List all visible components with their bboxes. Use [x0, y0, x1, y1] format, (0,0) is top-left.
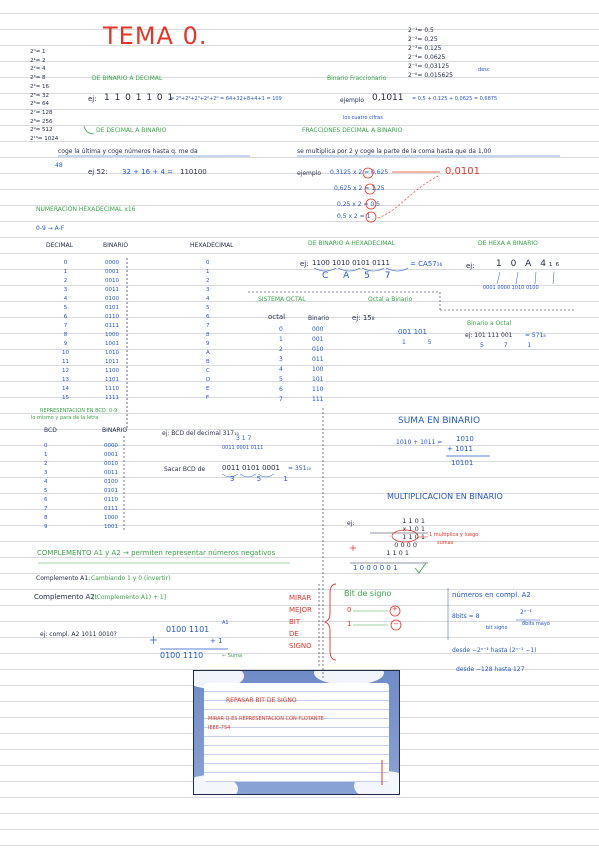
octal-cell: 7: [279, 396, 283, 403]
comp-a1-text: Cambiando 1 y 0 (invertir): [91, 575, 171, 582]
hex-hexa-cell: 4: [206, 296, 210, 302]
bin-dec-example-bits: 1 1 0 1 1 0 1: [104, 93, 175, 103]
octal-cell: 3: [279, 356, 283, 363]
mult-row: x 1 0 1: [402, 525, 425, 533]
suma-expr: 1010 + 1011 =: [396, 439, 443, 446]
page-title: TEMA 0.: [103, 22, 208, 50]
octal-binario-cell: 010: [312, 346, 324, 353]
mirar-word: SIGNO: [289, 642, 312, 650]
power-item: 2⁰= 1: [30, 49, 46, 55]
rango-range: desde −2ⁿ⁻¹ hasta (2ⁿ⁻¹ −1): [452, 647, 537, 654]
frac-step: 0,25 x 2 = 0,5: [337, 201, 380, 208]
suma-heading: SUMA EN BINARIO: [398, 416, 481, 426]
neg-powers-note: desc: [478, 67, 490, 73]
bcd-cell: 1: [44, 452, 48, 458]
dec-bin-example-expr: 32 + 16 + 4 =: [122, 168, 173, 176]
power-item: 2²= 4: [30, 66, 46, 73]
frac-result: 0,0101: [445, 166, 480, 177]
octal-binario-cell: 011: [312, 356, 324, 363]
oct-bin-heading: Octal a Binario: [368, 296, 413, 303]
hex-hexa-cell: 0: [206, 260, 210, 266]
mult-row: 1 1 0 1: [402, 517, 425, 525]
bcd-cell: 0: [44, 443, 48, 449]
bcd-binario-cell: 0111: [104, 506, 118, 512]
comp-example-label: ej: compl. A2 1011 0010?: [40, 631, 117, 638]
hex-col-binario: BINARIO: [103, 242, 129, 249]
bcd-heading: REPRESENTACION EN BCD: 0-9: [40, 408, 118, 414]
power-item: 2⁶= 64: [30, 101, 50, 108]
hex-heading: NUMERACION HEXADECIMAL x16: [36, 206, 136, 213]
bcd-cell: 8: [44, 515, 48, 521]
bcd-subheading: lo mismo y para de la letra: [31, 415, 99, 421]
oct-bin-result: 001 101: [398, 328, 427, 336]
bin-hex-example-label: ej:: [300, 260, 309, 268]
bcd-binario-cell: 0001: [104, 452, 118, 458]
hex-range: 0-9 → A-F: [36, 225, 65, 232]
power-item: 2⁸= 256: [30, 118, 53, 125]
octal-cell: 0: [279, 326, 283, 333]
bcd-binario-cell: 1001: [104, 524, 118, 530]
bin-frac-example: 0,1011: [372, 93, 404, 103]
octal-binario-cell: 101: [312, 376, 324, 383]
bin-frac-note: los cuatro cifras: [343, 115, 383, 121]
bin-hex-heading: DE BINARIO A HEXADECIMAL: [308, 240, 395, 247]
hex-binario-cell: 0100: [105, 296, 119, 302]
bcd-example-label: ej: BCD del decimal 317₁₀: [162, 430, 239, 437]
mult-rows: [373, 517, 425, 557]
hex-decimal-cell: 2: [63, 278, 68, 284]
mirar-note: [289, 592, 312, 652]
frac-step: 0,625 x 2 = 1,25: [334, 185, 385, 192]
bin-oct-example: ej: 101 111 001: [465, 332, 513, 339]
hex-decimal-cell: 7: [63, 323, 68, 329]
hex-col-decimal: DECIMAL: [46, 242, 73, 249]
bcd-reverse-bits: 0011 0101 0001: [222, 464, 280, 472]
mult-row: 1 1 0 1: [402, 533, 425, 541]
signo-minus-sign: −: [393, 620, 399, 628]
power-item: 2⁹= 512: [30, 127, 53, 134]
hex-binario-cell: 0010: [105, 278, 119, 284]
power-item: 2⁷= 128: [30, 109, 53, 116]
hex-hexa-cell: B: [206, 359, 210, 365]
hex-hexa-cell: A: [206, 350, 210, 356]
power-item: 2³= 8: [30, 75, 46, 82]
hex-bin-example: 1 0 A 4₁₆: [496, 259, 563, 269]
comp-step3-note: ← Suma: [222, 653, 243, 659]
mult-note2: sumas: [437, 540, 454, 546]
mirar-word: DE: [289, 630, 299, 638]
octal-binario-cell: 001: [312, 336, 324, 343]
dec-bin-side-number: 48: [55, 162, 63, 169]
hex-hexa-cell: 3: [206, 287, 210, 293]
hex-binario-cell: 0101: [105, 305, 119, 311]
bcd-binario-cell: 0011: [104, 470, 118, 476]
bcd-col-binario: BINARIO: [102, 427, 128, 434]
octal-binario-cell: 111: [312, 396, 324, 403]
hex-binario-cell: 1000: [105, 332, 119, 338]
comp-heading: COMPLEMENTO A1 y A2 → permiten representar números negativos: [37, 549, 276, 557]
bcd-cell: 6: [44, 497, 48, 503]
oct-bin-digits: 1 5: [402, 339, 442, 346]
hex-binario-cell: 1001: [105, 341, 119, 347]
rango-expr: 2ⁿ⁻¹: [520, 609, 532, 616]
hex-binario-cell: 1101: [105, 377, 119, 383]
bcd-bcd-column: [44, 442, 48, 532]
mult-example-label: ej:: [347, 520, 355, 527]
bcd-reverse-label: Sacar BCD de: [164, 466, 206, 473]
dec-bin-result: 110100: [180, 168, 207, 176]
bcd-binario-cell: 1000: [104, 515, 118, 521]
neg-power-item: 2⁻¹= 0,5: [408, 27, 434, 34]
hex-decimal-cell: 14: [62, 386, 69, 392]
hex-hexa-cell: 5: [206, 305, 210, 311]
hex-decimal-cell: 15: [62, 395, 69, 401]
octal-octal-column: [279, 325, 283, 405]
bin-frac-example-expr: = 0,5 + 0,125 + 0,0625 = 0,6875: [412, 96, 498, 102]
bcd-binario-cell: 0101: [104, 488, 118, 494]
frac-step: 0,5 x 2 = 1: [337, 213, 371, 220]
hex-bin-example-label: ej:: [466, 262, 475, 270]
power-item: 2⁵= 32: [30, 92, 50, 99]
note-line3: IEEE-754: [208, 725, 231, 731]
bin-oct-result: = 571₈: [525, 332, 546, 339]
mult-heading: MULTIPLICACION EN BINARIO: [387, 492, 503, 501]
hex-binario-cell: 1010: [105, 350, 119, 356]
neg-power-item: 2⁻⁴= 0,0625: [408, 54, 446, 61]
hex-binario-cell: 1011: [105, 359, 119, 365]
mult-result: 1 0 0 0 0 0 1: [353, 564, 398, 572]
bin-dec-heading: DE BINARIO A DECIMAL: [92, 75, 163, 82]
hex-hexa-cell: 8: [206, 332, 210, 338]
hex-decimal-cell: 11: [62, 359, 69, 365]
comp-a2-text: [(Complemento A1) + 1]: [92, 594, 167, 601]
comp-step1: 0100 1101: [166, 625, 210, 634]
bin-hex-digits: C A 5 7: [322, 271, 397, 281]
bcd-example-bits: 0011 0001 0111: [222, 445, 264, 451]
hex-binario-cell: 0000: [105, 260, 119, 266]
octal-binario-cell: 100: [312, 366, 324, 373]
suma-row1: 1010: [456, 435, 474, 443]
hex-binario-cell: 0111: [105, 323, 119, 329]
hex-col-hexa: HEXADECIMAL: [190, 242, 234, 249]
hex-decimal-cell: 3: [63, 287, 68, 293]
mult-note1: 1 multiplica y luego: [429, 532, 479, 538]
octal-cell: 1: [279, 336, 283, 343]
bcd-cell: 9: [44, 524, 48, 530]
frac-example-label: ejemplo: [297, 170, 322, 177]
power-item: 2¹= 2: [30, 57, 46, 64]
mirar-word: BIT: [289, 618, 301, 626]
bin-oct-heading: Binario a Octal: [467, 320, 512, 327]
oct-bin-example: ej: 15₈: [352, 314, 375, 322]
bin-dec-example-label: ej:: [88, 95, 97, 103]
hex-hexa-cell: D: [206, 377, 211, 383]
hex-hexa-cell: F: [206, 395, 210, 401]
sticky-note-card: [193, 670, 400, 795]
bcd-cell: 7: [44, 506, 48, 512]
bcd-cell: 5: [44, 488, 48, 494]
hex-binario-column: [105, 259, 119, 403]
dec-bin-instruction: coge la última y coge números hasta q. me da: [58, 148, 198, 155]
hex-decimal-column: [62, 259, 69, 403]
hex-bin-result: 0001 0000 1010 0100: [483, 285, 539, 291]
comp-a2-label: Complemento A2:: [34, 593, 98, 601]
neg-power-item: 2⁻³= 0,125: [408, 45, 442, 52]
hex-hexa-column: [206, 259, 210, 403]
rango-note2: 8bits mayo: [522, 621, 550, 627]
hex-decimal-cell: 8: [63, 332, 68, 338]
hex-decimal-cell: 5: [63, 305, 68, 311]
comp-step3: 0100 1110: [160, 651, 204, 660]
frac-heading: FRACCIONES DECIMAL A BINARIO: [302, 127, 403, 134]
hex-hexa-cell: E: [206, 386, 210, 392]
rango-bits-label: 8bits = 8: [452, 613, 480, 620]
octal-binario-cell: 000: [312, 326, 324, 333]
suma-result: 10101: [451, 459, 474, 467]
bcd-cell: 2: [44, 461, 48, 467]
octal-binario-column: [312, 325, 323, 405]
signo-plus-label: 0: [347, 606, 352, 614]
bin-oct-digits: 5 7 1: [480, 342, 541, 349]
octal-col-octal: octal: [268, 313, 286, 321]
comp-step1-note: A1: [222, 620, 229, 626]
hex-binario-cell: 0001: [105, 269, 119, 275]
hex-decimal-cell: 13: [62, 377, 69, 383]
hex-hexa-cell: 7: [206, 323, 210, 329]
comp-a1-label: Complemento A1:: [36, 575, 91, 582]
neg-power-item: 2⁻⁶= 0,015625: [408, 72, 453, 79]
mirar-word: MEJOR: [289, 606, 312, 614]
power-item: 2⁴= 16: [30, 83, 50, 90]
bcd-cell: 3: [44, 470, 48, 476]
hex-decimal-cell: 12: [62, 368, 69, 374]
bin-frac-heading: Binario Fraccionario: [327, 75, 387, 82]
suma-row2: + 1011: [447, 445, 473, 453]
rango-note1: bit signo: [486, 625, 508, 631]
bcd-binario-cell: 0110: [104, 497, 118, 503]
hex-decimal-cell: 0: [63, 260, 68, 266]
neg-power-item: 2⁻⁵= 0,03125: [408, 63, 450, 70]
bin-hex-example-result: = CA57₁₆: [410, 260, 443, 268]
hex-hexa-cell: 9: [206, 341, 210, 347]
mirar-word: MIRAR: [289, 594, 312, 602]
hex-decimal-cell: 1: [63, 269, 68, 275]
hex-binario-cell: 1100: [105, 368, 119, 374]
octal-binario-cell: 110: [312, 386, 324, 393]
bcd-example-digits: 3 1 7: [236, 435, 252, 442]
negative-powers-list: [408, 26, 453, 80]
signo-plus-sign: +: [392, 605, 398, 613]
octal-cell: 2: [279, 346, 283, 353]
bcd-reverse-result: = 351₁₀: [288, 465, 312, 472]
bin-hex-example-bits: 1100 1010 0101 0111: [312, 259, 390, 267]
neg-power-item: 2⁻²= 0,25: [408, 36, 438, 43]
hex-hexa-cell: 6: [206, 314, 210, 320]
note-line1: REPASAR BIT DE SIGNO: [226, 697, 297, 704]
bcd-binario-cell: 0000: [104, 443, 118, 449]
octal-cell: 5: [279, 376, 283, 383]
bcd-binario-column: [104, 442, 118, 532]
hex-bin-heading: DE HEXA A BINARIO: [478, 240, 538, 247]
bcd-binario-cell: 0010: [104, 461, 118, 467]
dec-bin-heading: DE DECIMAL A BINARIO: [96, 127, 167, 134]
octal-heading: SISTEMA OCTAL: [258, 296, 306, 303]
power-item: 2¹⁰= 1024: [30, 136, 59, 143]
bin-frac-example-label: ejemplo: [340, 97, 365, 104]
mult-row: 1 1 0 1: [386, 549, 409, 557]
note-line2: MIRAR Q ES REPRESENTACION CON FLOTANTE: [208, 716, 324, 722]
hex-binario-cell: 1110: [105, 386, 119, 392]
hex-decimal-cell: 9: [63, 341, 68, 347]
dec-bin-example-label: ej 52:: [88, 168, 108, 176]
octal-cell: 6: [279, 386, 283, 393]
bcd-cell: 4: [44, 479, 48, 485]
signo-minus-label: 1: [347, 620, 352, 628]
hex-decimal-cell: 4: [63, 296, 68, 302]
rango-range-example: desde −128 hasta 127: [456, 666, 525, 673]
hex-hexa-cell: C: [206, 368, 210, 374]
hex-hexa-cell: 2: [206, 278, 210, 284]
powers-of-two-list: [30, 48, 58, 144]
frac-step: 0,3125 x 2 = 0,625: [330, 169, 389, 176]
octal-col-binario: Binario: [308, 315, 330, 322]
hex-decimal-cell: 6: [63, 314, 68, 320]
hex-binario-cell: 0110: [105, 314, 119, 320]
hex-hexa-cell: 1: [206, 269, 210, 275]
mult-row: 0 0 0 0: [394, 541, 417, 549]
bin-dec-example-expr: = 2⁶+2⁵+2³+2²+2⁰ = 64+32+8+4+1 = 109: [170, 96, 282, 102]
rango-heading: números en compl. A2: [452, 591, 531, 599]
hex-binario-cell: 0011: [105, 287, 119, 293]
bcd-reverse-digits: 3 5 1: [230, 475, 298, 483]
comp-step2: + 1: [210, 637, 223, 645]
bcd-binario-cell: 0100: [104, 479, 118, 485]
frac-instruction: se multiplica por 2 y coge la parte de la coma hasta que da 1,00: [297, 148, 492, 155]
octal-cell: 4: [279, 366, 283, 373]
hex-decimal-cell: 10: [62, 350, 69, 356]
signo-heading: Bit de signo: [344, 589, 392, 598]
bcd-col-bcd: BCD: [44, 427, 57, 434]
hex-binario-cell: 1111: [105, 395, 119, 401]
